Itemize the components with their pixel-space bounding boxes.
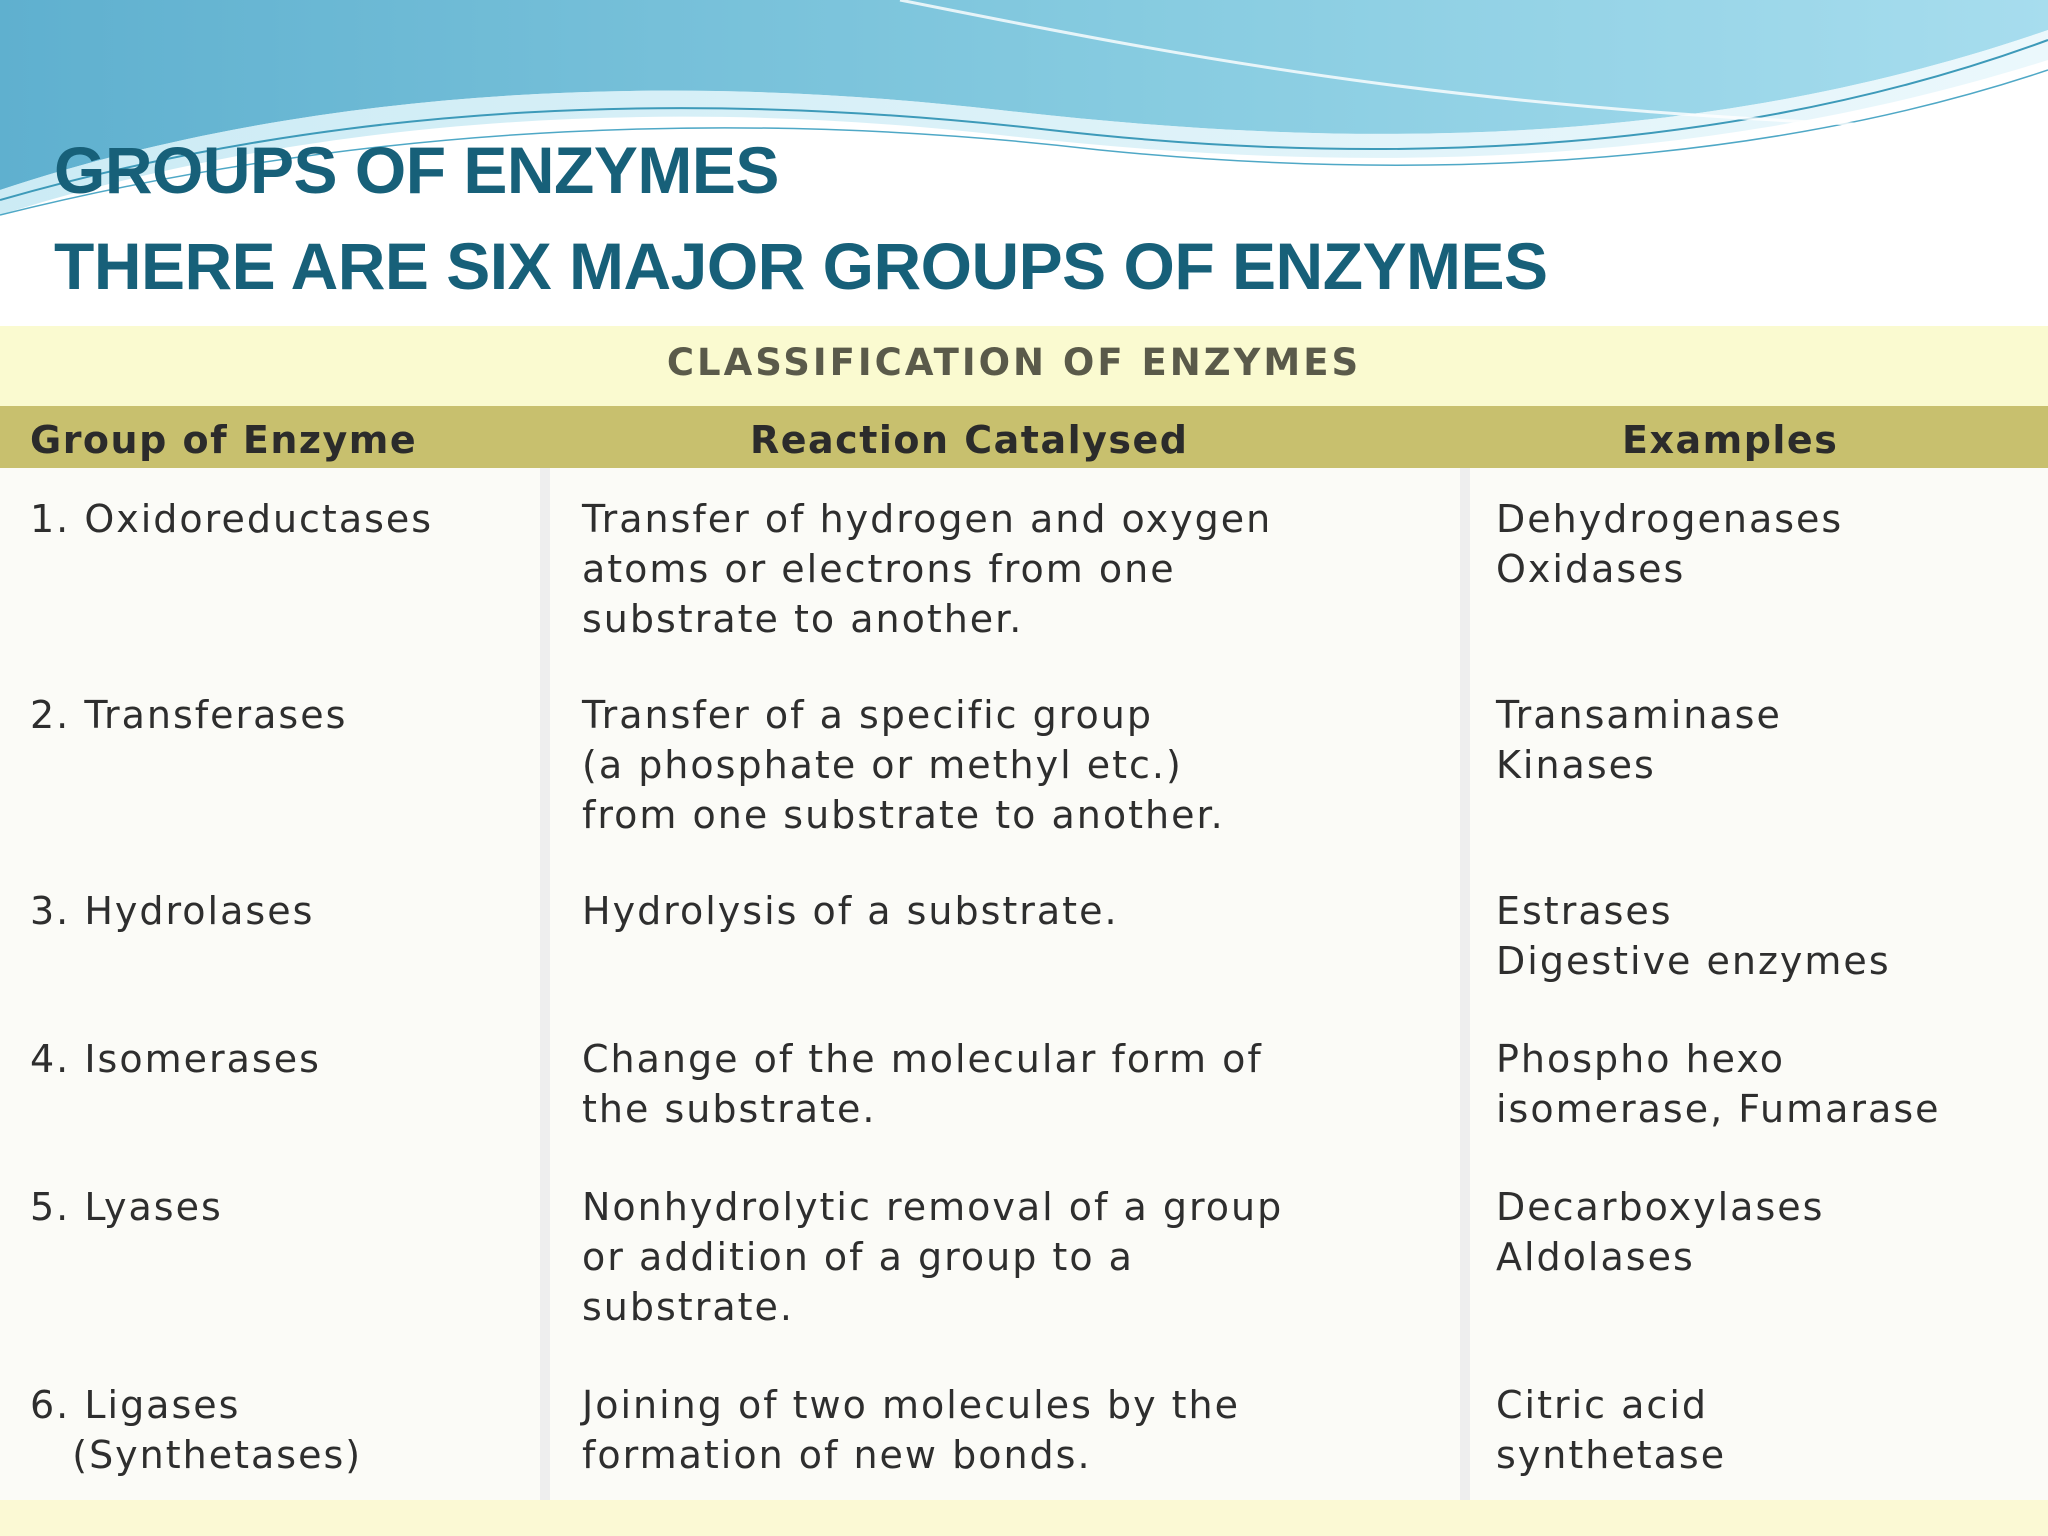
title-line-2: THERE ARE SIX MAJOR GROUPS OF ENZYMES [54, 229, 1548, 303]
cell-reaction: Transfer of a specific group (a phosphate or methyl etc.) from one substrate to another. [582, 693, 1225, 837]
cell-examples: Dehydrogenases Oxidases [1496, 497, 1844, 591]
slide-title [54, 122, 1548, 314]
cell-examples: Estrases Digestive enzymes [1496, 889, 1891, 983]
cell-reaction: Change of the molecular form of the substrate. [582, 1037, 1263, 1131]
header-group-of-enzyme: Group of Enzyme [30, 418, 418, 462]
cell-reaction: Hydrolysis of a substrate. [582, 889, 1119, 933]
bottom-band [0, 1500, 2048, 1536]
table-header-row [0, 406, 2048, 468]
cell-group: 6. Ligases (Synthetases) [30, 1383, 363, 1477]
cell-group: 2. Transferases [30, 693, 348, 737]
cell-examples: Transaminase Kinases [1496, 693, 1782, 787]
title-line-1: GROUPS OF ENZYMES [54, 133, 779, 207]
cell-group: 1. Oxidoreductases [30, 497, 434, 541]
table-caption: CLASSIFICATION OF ENZYMES [0, 326, 2048, 406]
cell-reaction: Transfer of hydrogen and oxygen atoms or electrons from one substrate to another. [582, 497, 1273, 641]
cell-reaction: Nonhydrolytic removal of a group or addition of a group to a substrate. [582, 1185, 1284, 1329]
column-divider [1460, 468, 1470, 1508]
cell-reaction: Joining of two molecules by the formation of new bonds. [582, 1383, 1240, 1477]
cell-group: 4. Isomerases [30, 1037, 321, 1081]
cell-examples: Decarboxylases Aldolases [1496, 1185, 1825, 1279]
column-divider [540, 468, 550, 1508]
header-reaction-catalysed: Reaction Catalysed [750, 418, 1189, 462]
cell-examples: Citric acid synthetase [1496, 1383, 1727, 1477]
cell-group: 3. Hydrolases [30, 889, 315, 933]
header-examples: Examples [1622, 418, 1839, 462]
enzyme-classification-table [0, 326, 2048, 1536]
cell-examples: Phospho hexo isomerase, Fumarase [1496, 1037, 1941, 1131]
cell-group: 5. Lyases [30, 1185, 223, 1229]
